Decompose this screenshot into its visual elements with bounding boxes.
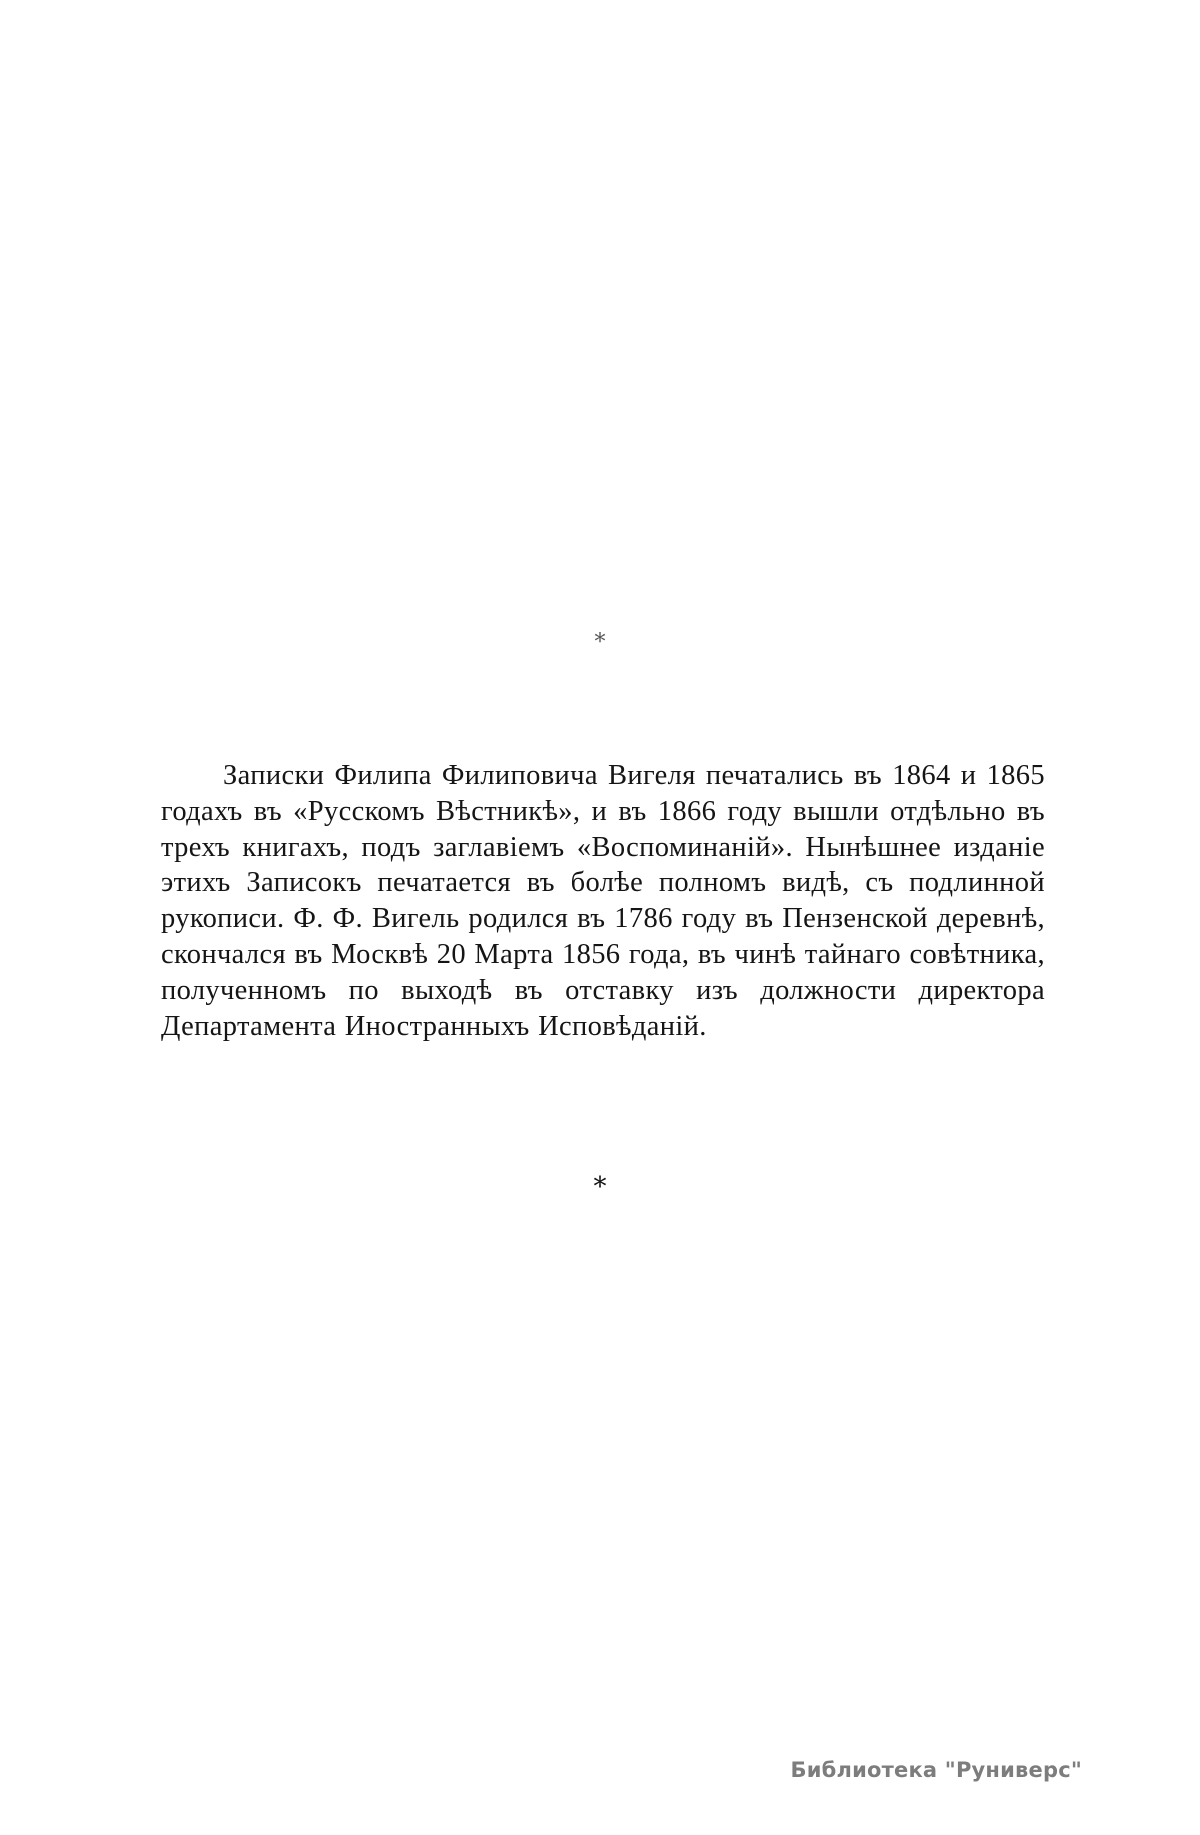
paragraph: Записки Филипа Филиповича Вигеля печатались въ 1864 и 1865 годахъ въ «Русскомъ Вѣстникѣ», и въ 1866 году вышли отдѣльно въ трехъ книгахъ, подъ заглавіемъ «Воспоминаній». Нынѣшнее изданіе этихъ Записокъ печатается въ болѣе полномъ видѣ, съ подлинной рукописи. Ф. Ф. Вигель родился въ 1786 году въ Пензенской деревнѣ, скончался въ Москвѣ 20 Марта 1856 года, въ чинѣ тайнаго совѣтника, полученномъ по выходѣ въ отставку изъ должности директора Департамента Иностранныхъ Исповѣданій.: [161, 760, 1045, 1042]
separator-asterisk-bottom: *: [593, 1172, 607, 1202]
separator-asterisk-top: *: [594, 630, 606, 655]
body-text: [161, 758, 1045, 1044]
library-credit: Библиотека "Руниверс": [790, 1758, 1082, 1782]
